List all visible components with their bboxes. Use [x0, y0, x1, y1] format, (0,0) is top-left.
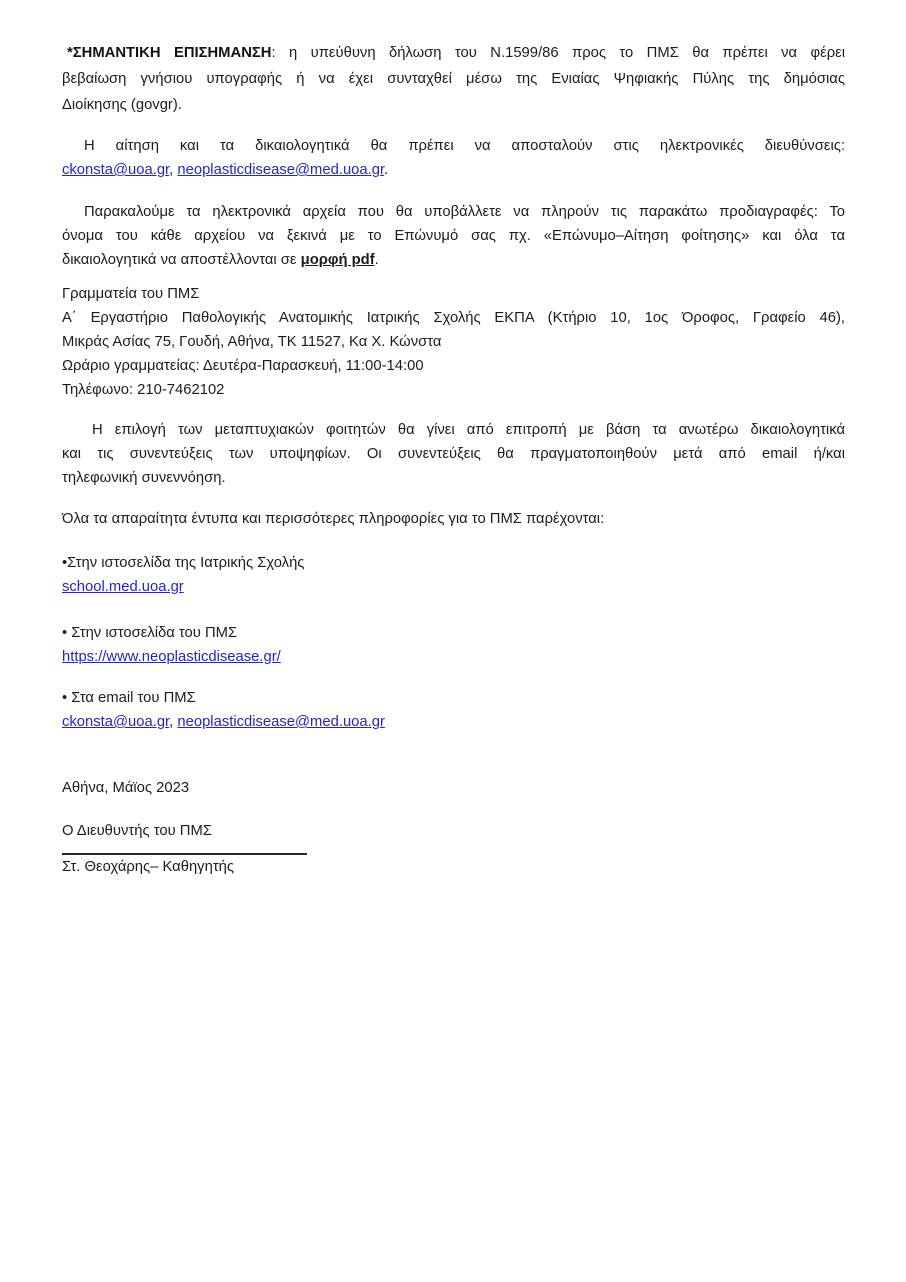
file-format-paragraph — [62, 200, 845, 272]
bullet-pms-website-label: • Στην ιστοσελίδα του ΠΜΣ — [62, 625, 238, 641]
signatory-role: Ο Διευθυντής του ΠΜΣ — [62, 823, 212, 839]
info-intro: Όλα τα απαραίτητα έντυπα και περισσότερες πληροφορίες για το ΠΜΣ παρέχονται: — [62, 511, 605, 527]
important-note-label: *ΣΗΜΑΝΤΙΚΗ ΕΠΙΣΗΜΑΝΣΗ — [67, 45, 272, 61]
secretariat-address-line2: Μικράς Ασίας 75, Γουδή, Αθήνα, ΤΚ 11527, Κα Χ. Κώνστα — [62, 334, 442, 350]
file-format-line2: όνομα του κάθε αρχείου να ξεκινά με το Επώνυμό σας πχ. «Επώνυμο–Αίτηση φοίτησης» και όλα τα — [62, 228, 845, 244]
email-link-ckonsta[interactable]: ckonsta@uoa.gr — [62, 162, 170, 178]
selection-line3: τηλεφωνική συνεννόηση. — [62, 470, 226, 486]
file-format-line3: δικαιολογητικά να αποστέλλονται σε — [62, 252, 301, 268]
bullet-school-website-label: •Στην ιστοσελίδα της Ιατρικής Σχολής — [62, 555, 305, 571]
sentence-period: . — [384, 162, 389, 178]
pms-site-link[interactable]: https://www.neoplasticdisease.gr/ — [62, 649, 281, 665]
email-link-ckonsta-2[interactable]: ckonsta@uoa.gr — [62, 714, 170, 730]
bullet-school-website — [62, 551, 845, 599]
important-note-paragraph — [62, 40, 845, 118]
signatory-name: Στ. Θεοχάρης– Καθηγητής — [62, 859, 235, 875]
email-link-neoplasticdisease[interactable]: neoplasticdisease@med.uoa.gr — [177, 162, 385, 178]
date-line: Αθήνα, Μάϊος 2023 — [62, 780, 190, 796]
important-note-line1: : η υπεύθυνη δήλωση του Ν.1599/86 προς το ΠΜΣ θα πρέπει να φέρει — [271, 45, 845, 61]
important-note-line3: Διοίκησης (govgr). — [62, 97, 182, 113]
file-format-period: . — [374, 252, 379, 268]
bullet-pms-emails — [62, 686, 845, 734]
bullet-pms-emails-label: • Στα email του ΠΜΣ — [62, 690, 196, 706]
pdf-format-emphasis: μορφή pdf — [300, 252, 375, 268]
selection-paragraph — [62, 418, 845, 490]
submission-line1: Η αίτηση και τα δικαιολογητικά θα πρέπει να αποσταλούν στις ηλεκτρονικές διευθύνσεις: — [84, 138, 845, 154]
bullet-pms-website — [62, 621, 845, 669]
secretariat-address-line1: Α΄ Εργαστήριο Παθολογικής Ανατομικής Ιατρικής Σχολής ΕΚΠΑ (Κτήριο 10, 1ος Όροφος, Γραφείο 46), — [62, 310, 845, 326]
secretariat-phone: Τηλέφωνο: 210-7462102 — [62, 382, 225, 398]
selection-line1: Η επιλογή των μεταπτυχιακών φοιτητών θα γίνει από επιτροπή με βάση τα ανωτέρω δικαιολογητικά — [92, 422, 845, 438]
secretariat-title: Γραμματεία του ΠΜΣ — [62, 286, 200, 302]
email-separator: , — [169, 162, 178, 178]
file-format-line1: Παρακαλούμε τα ηλεκτρονικά αρχεία που θα υποβάλλετε να πληρούν τις παρακάτω προδιαγραφές: Το — [84, 204, 845, 220]
important-note-line2: βεβαίωση γνήσιου υπογραφής ή να έχει συνταχθεί μέσω της Ενιαίας Ψηφιακής Πύλης της δημόσιας — [62, 71, 845, 87]
school-site-link[interactable]: school.med.uoa.gr — [62, 579, 184, 595]
email-link-neoplasticdisease-2[interactable]: neoplasticdisease@med.uoa.gr — [177, 714, 385, 730]
selection-line2: και τις συνεντεύξεις των υποψηφίων. Οι συνεντεύξεις θα πραγματοποιηθούν μετά από email ή/και — [62, 446, 845, 462]
secretariat-block — [62, 282, 845, 402]
secretariat-hours: Ωράριο γραμματείας: Δευτέρα-Παρασκευή, 11:00-14:00 — [62, 358, 424, 374]
email-separator-2: , — [169, 714, 178, 730]
submission-paragraph — [62, 134, 845, 182]
